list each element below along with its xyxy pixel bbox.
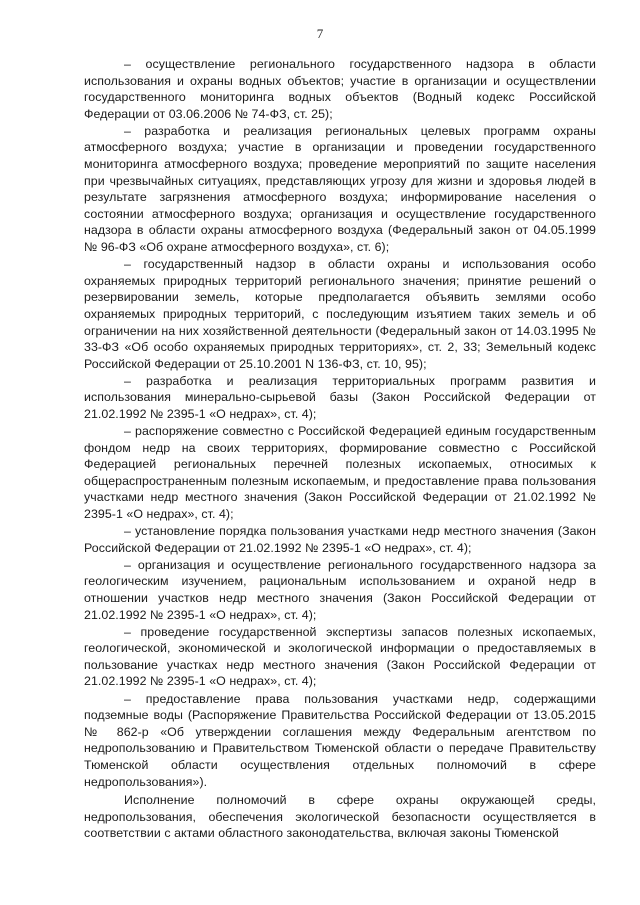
paragraph-mineral-base: – разработка и реализация территориальных программ развития и использования минерально-сырьевой базы (Закон Российской Федерации от 21.02.1992 № 2395-1 «О недрах», ст. 4); xyxy=(84,373,596,421)
paragraph-groundwater-rights: – предоставление права пользования участками недр, содержащими подземные воды (Распоряжение Правительства Российской Федерации от 13.05.2015 № 862-р «Об утверждении соглашения между Федеральным агентством по недропользованию и Правительством Тюменской области о передаче Правительству Тюменской области осуществления отдельных полномочий в сфере недропользования»). xyxy=(84,691,596,789)
paragraph-reserves-expertise: – проведение государственной экспертизы запасов полезных ископаемых, геологической, экономической и экологической информации о предоставляемых в пользование участках недр местного значения (Закон Российской Федерации от 21.02.1992 № 2395-1 «О недрах», ст. 4); xyxy=(84,624,596,689)
paragraph-subsoil-use-order: – установление порядка пользования участками недр местного значения (Закон Российской Федерации от 21.02.1992 № 2395-1 «О недрах», ст. 4); xyxy=(84,524,596,555)
paragraph-atmospheric-air: – разработка и реализация региональных целевых программ охраны атмосферного воздуха; участие в организации и проведении государственного мониторинга атмосферного воздуха; проведение мероприятий по защите населения при чрезвычайных ситуациях, представляющих угрозу для жизни и здоровья людей в результате загрязнения атмосферного воздуха; информирование населения о состоянии атмосферного воздуха; организация и осуществление государственного надзора в области охраны атмосферного воздуха (Федеральный закон от 04.05.1999 № 96-ФЗ «Об охране атмосферного воздуха», ст. 6); xyxy=(84,123,596,255)
paragraph-subsoil-fund: – распоряжение совместно с Российской Федерацией единым государственным фондом недр на своих территориях, формирование совместно с Российской Федерацией региональных перечней полезных ископаемых, относимых к общераспространенным полезным ископаемым, и предоставление права пользования участками недр местного значения (Закон Российской Федерации от 21.02.1992 № 2395-1 «О недрах», ст. 4); xyxy=(84,424,596,522)
page-number: 7 xyxy=(316,26,324,41)
paragraph-protected-territories: – государственный надзор в области охраны и использования особо охраняемых природных территорий регионального значения; принятие решений о резервировании земель, которые предполагается объявить землями особо охраняемых природных территорий, с последующим изъятием таких земель и об ограничении на них хозяйственной деятельности (Федеральный закон от 14.03.1995 № 33-ФЗ «Об особо охраняемых природных территориях», ст. 2, 33; Земельный кодекс Российской Федерации от 25.10.2001 N 136-ФЗ, ст. 10, 95); xyxy=(84,257,596,371)
paragraph-subsoil-supervision: – организация и осуществление регионального государственного надзора за геологическим изучением, рациональным использованием и охраной недр в отношении участков недр местного значения (Закон Российской Федерации от 21.02.1992 № 2395-1 «О недрах», ст. 4); xyxy=(84,557,596,622)
paragraph-execution-of-powers: Исполнение полномочий в сфере охраны окружающей среды, недропользования, обеспечения экологической безопасности осуществляется в соответствии с актами областного законодательства, включая законы Тюменской xyxy=(84,793,596,841)
paragraph-water-objects: – осуществление регионального государственного надзора в области использования и охраны водных объектов; участие в организации и осуществлении государственного мониторинга водных объектов (Водный кодекс Российской Федерации от 03.06.2006 № 74-ФЗ, ст. 25); xyxy=(84,57,596,121)
document-body xyxy=(84,56,596,842)
